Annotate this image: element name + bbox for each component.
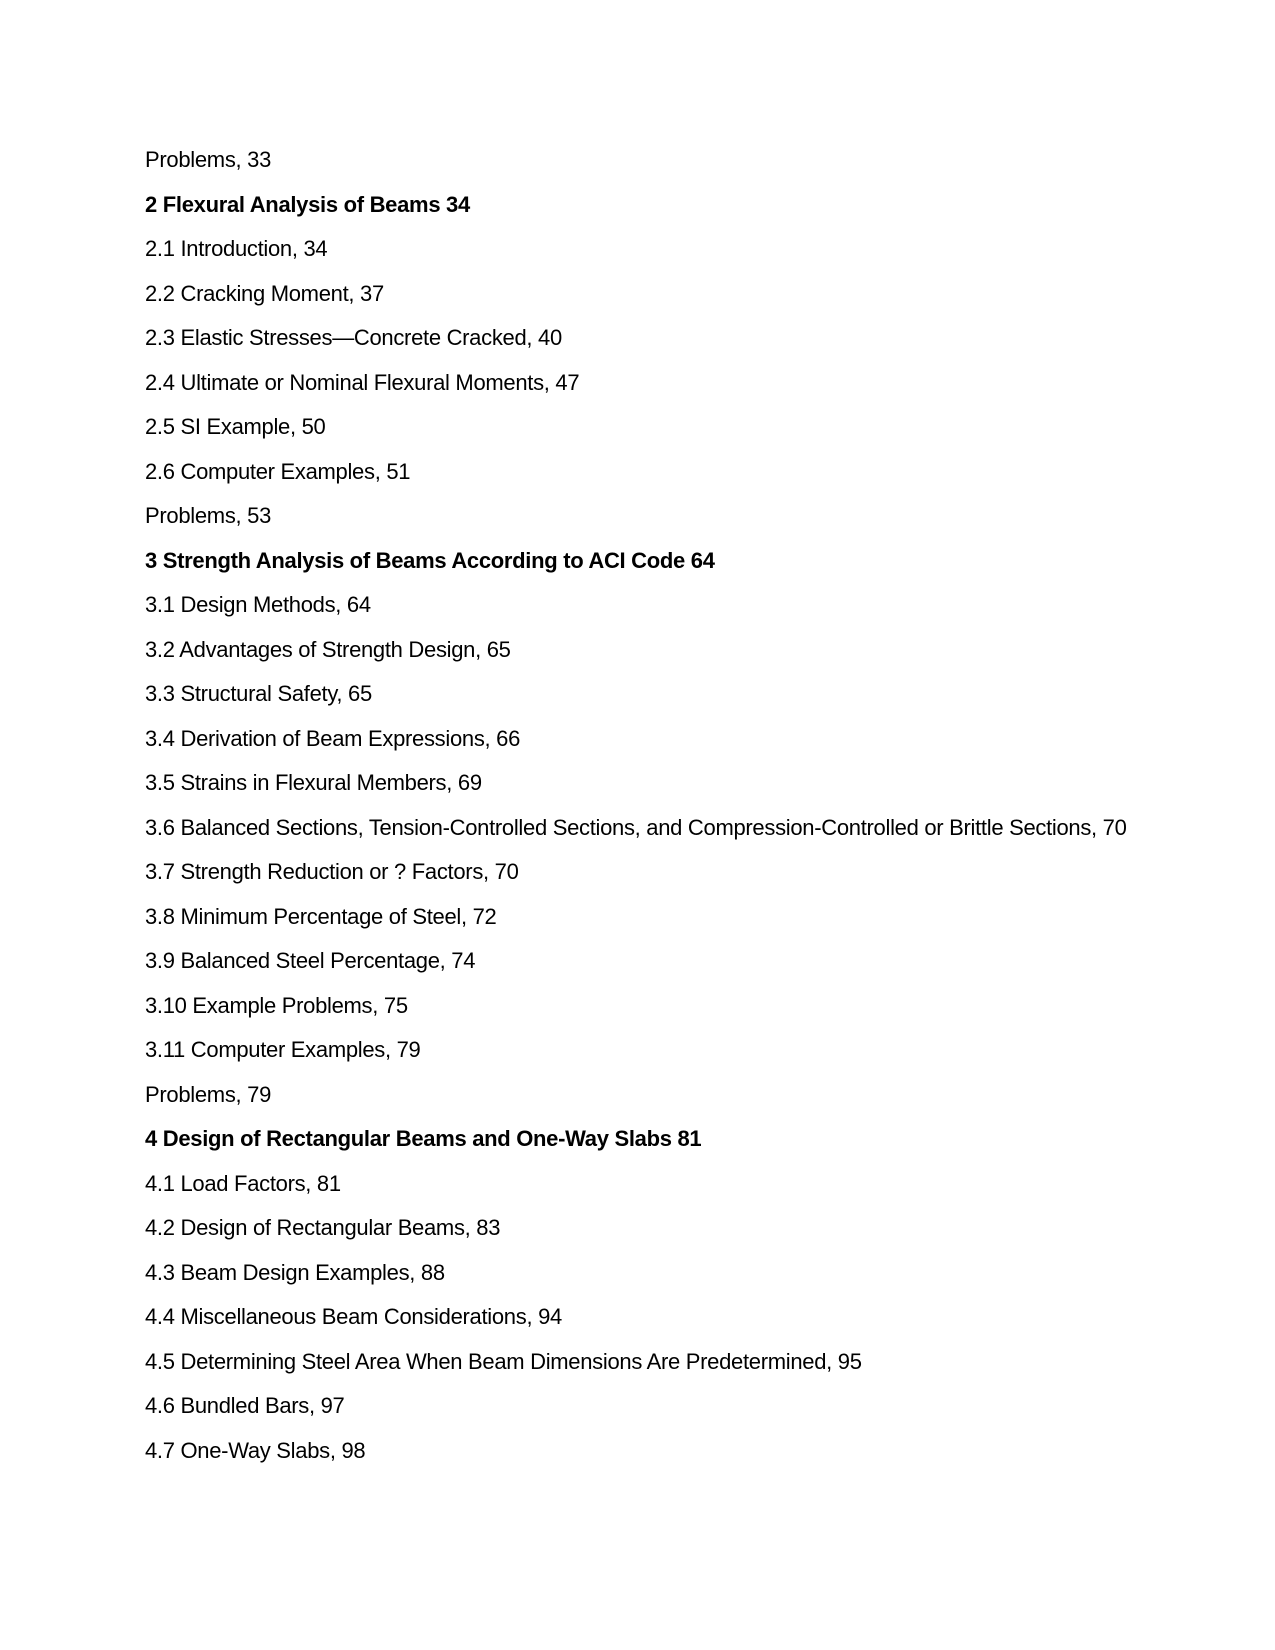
toc-entry: 4.7 One-Way Slabs, 98 xyxy=(145,1437,366,1463)
toc-entry: 3.10 Example Problems, 75 xyxy=(145,992,408,1018)
toc-entry: 2.4 Ultimate or Nominal Flexural Moments, 47 xyxy=(145,369,580,395)
toc-entry: 2.5 SI Example, 50 xyxy=(145,414,326,439)
toc-entry: 4.4 Miscellaneous Beam Considerations, 94 xyxy=(145,1304,562,1329)
toc-entry: 3.11 Computer Examples, 79 xyxy=(145,1037,421,1062)
toc-entry: 3.3 Structural Safety, 65 xyxy=(145,681,372,706)
toc-entry: Problems, 33 xyxy=(145,147,272,172)
toc-entry: 3.2 Advantages of Strength Design, 65 xyxy=(145,636,511,662)
toc-entry: 4.6 Bundled Bars, 97 xyxy=(145,1393,345,1418)
toc-entry: Problems, 53 xyxy=(145,503,272,528)
toc-entry: 4.3 Beam Design Examples, 88 xyxy=(145,1259,445,1285)
toc-entry: 3.9 Balanced Steel Percentage, 74 xyxy=(145,948,476,973)
toc-entry: 4.2 Design of Rectangular Beams, 83 xyxy=(145,1215,501,1240)
toc-entry: 3.1 Design Methods, 64 xyxy=(145,592,371,617)
toc-entry: 3.6 Balanced Sections, Tension-Controlled Sections, and Compression-Controlled or Brittle Sections, 70 xyxy=(145,814,1127,840)
toc-chapter-heading: 2 Flexural Analysis of Beams 34 xyxy=(145,191,470,217)
toc-entry: 4.5 Determining Steel Area When Beam Dimensions Are Predetermined, 95 xyxy=(145,1348,862,1374)
toc-entry: 2.3 Elastic Stresses—Concrete Cracked, 40 xyxy=(145,325,562,350)
toc-entry: 3.7 Strength Reduction or ? Factors, 70 xyxy=(145,859,519,884)
toc-entry: 2.1 Introduction, 34 xyxy=(145,236,328,261)
toc-entry: 2.6 Computer Examples, 51 xyxy=(145,458,411,484)
toc-chapter-heading: 3 Strength Analysis of Beams According to ACI Code 64 xyxy=(145,547,715,573)
table-of-contents xyxy=(145,147,1185,1482)
toc-entry: 3.8 Minimum Percentage of Steel, 72 xyxy=(145,903,497,929)
toc-entry: 3.5 Strains in Flexural Members, 69 xyxy=(145,770,482,795)
toc-chapter-heading: 4 Design of Rectangular Beams and One-Way Slabs 81 xyxy=(145,1126,702,1151)
toc-entry: 2.2 Cracking Moment, 37 xyxy=(145,280,384,306)
toc-entry: Problems, 79 xyxy=(145,1081,272,1107)
toc-entry: 4.1 Load Factors, 81 xyxy=(145,1170,341,1196)
toc-entry: 3.4 Derivation of Beam Expressions, 66 xyxy=(145,725,521,751)
